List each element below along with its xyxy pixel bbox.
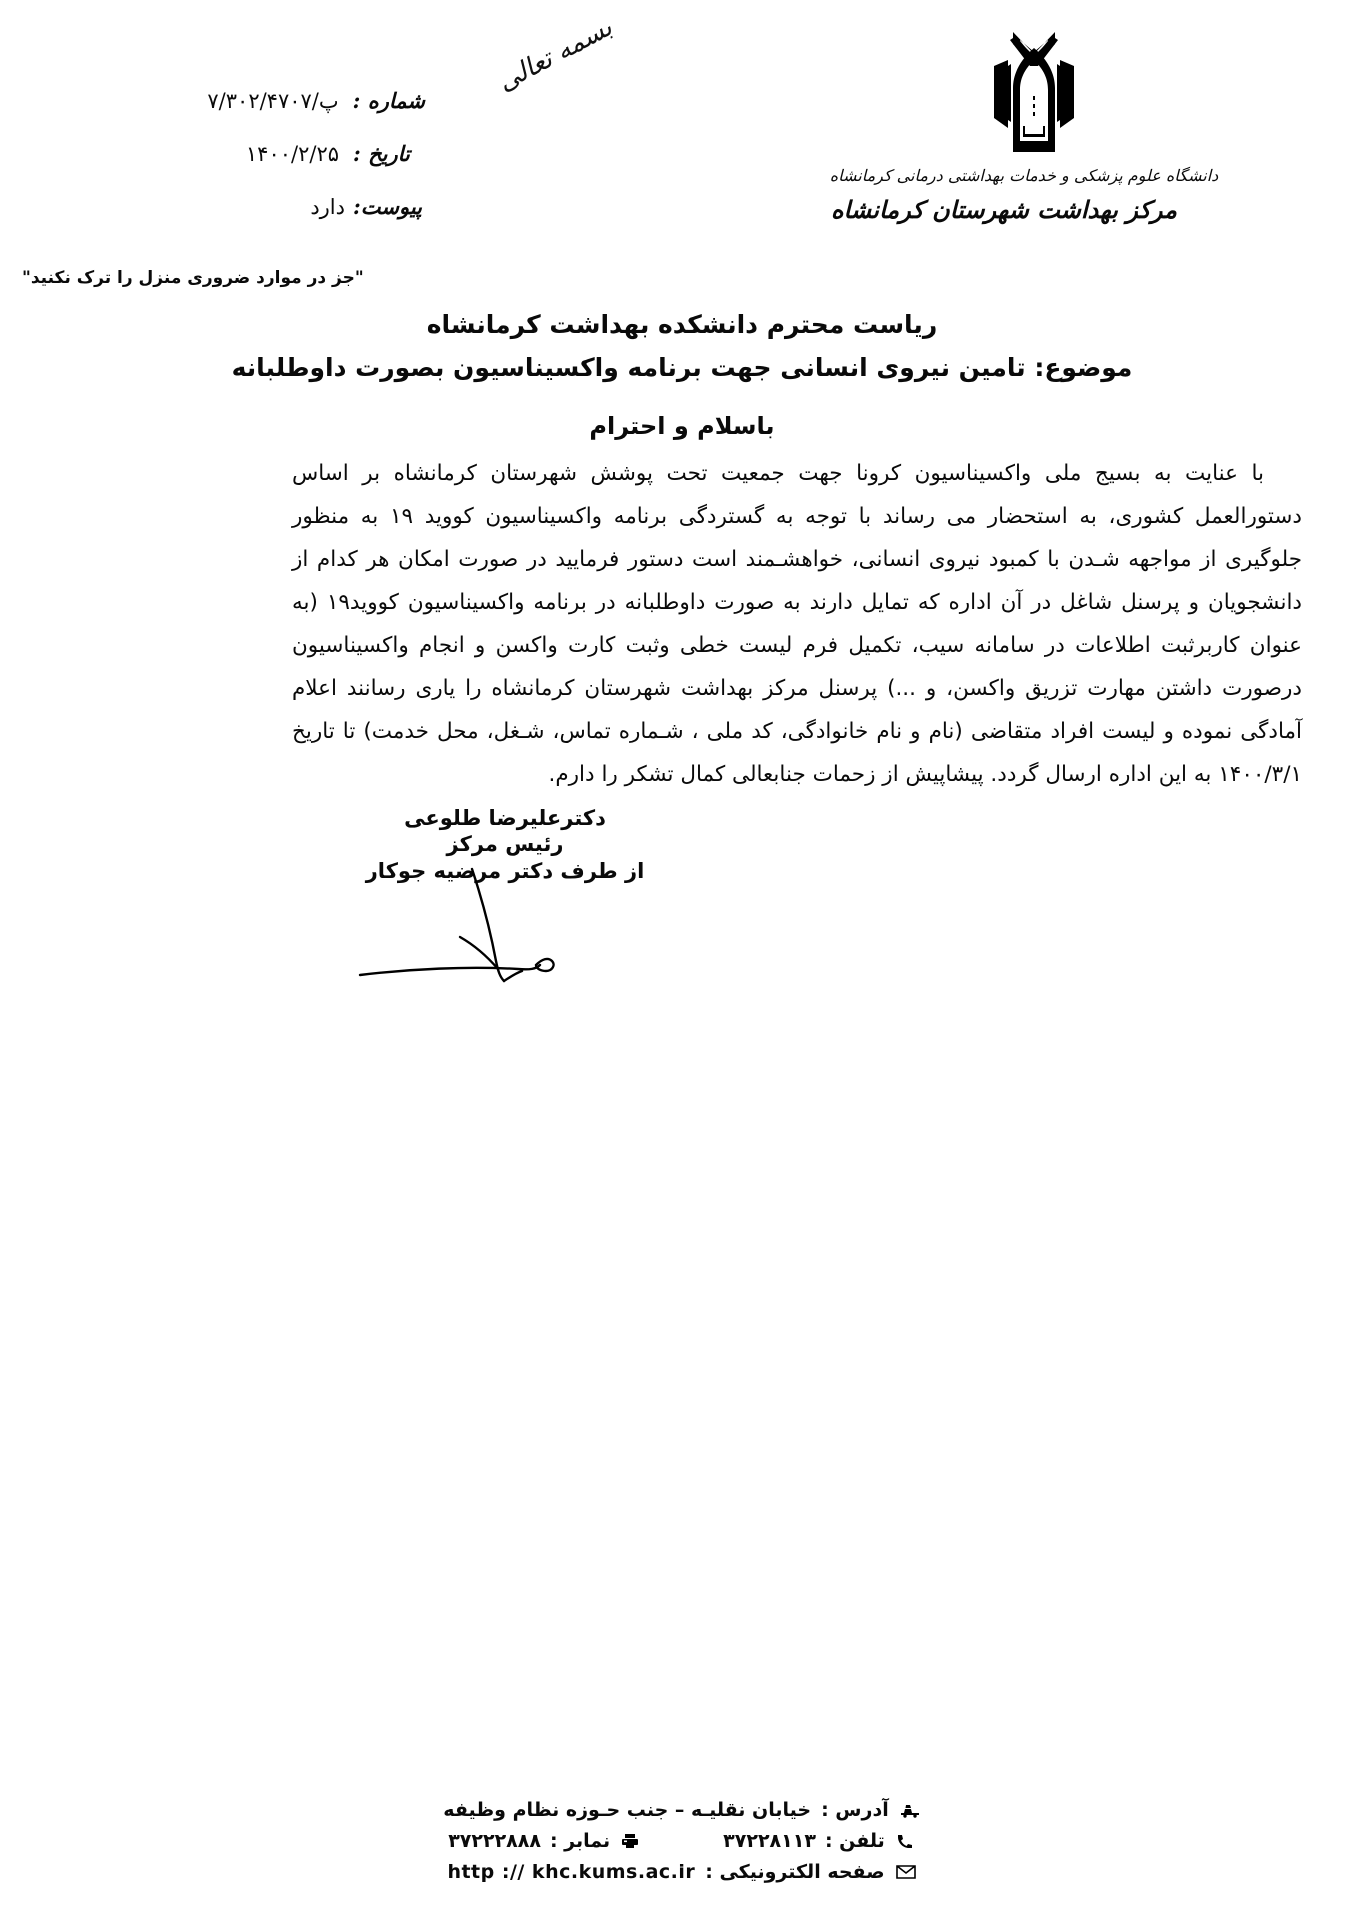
document-number-label: شماره : (352, 88, 425, 113)
body-paragraph: با عنایت به بسیج ملی واکسیناسیون کرونا جهت جمعیت تحت پوشش شهرستان کرمانشاه بر اساس دستورالعمل کشوری، به استحضار می رساند با توجه به گستردگی برنامه واکسیناسیون کووید ۱۹ به منظور جلوگیری از مواجهه شـدن با کمبود نیروی انسانی، خواهشـمند است دستور فرمایید در صورت امکان هر کدام از دانشجویان و پرسنل شاغل در آن اداره که تمایل دارند به صورت داوطلبانه در برنامه واکسیناسیون کووید۱۹ (به عنوان کاربرثبت اطلاعات در سامانه سیب، تکمیل فرم لیست خطی وثبت کارت واکسن و انجام واکسیناسیون درصورت داشتن مهارت تزریق واکسن، و ...) پرسنل مرکز بهداشت شهرستان کرمانشاه را یاری رسانند اعلام آمادگی نموده و لیست افراد متقاضی (نام و نام خانوادگی، کد ملی ، شـماره تماس، شـغل، محل خدمت) تا تاریخ ۱۴۰۰/۳/۱ به این اداره ارسال گردد. پیشاپیش از زحمات جنابعالی کمال تشکر را دارم. (292, 461, 1303, 787)
document-date-label: تاریخ : (353, 141, 410, 166)
footer-fax-value: ۳۷۲۲۲۸۸۸ (448, 1830, 541, 1852)
footer-email-value[interactable]: http :// khc.kums.ac.ir (447, 1861, 696, 1883)
telephone-icon (894, 1832, 916, 1850)
document-attachment-value: دارد (310, 195, 345, 219)
organization-brand (824, 30, 1244, 224)
signatory-role: رئیس مرکز (446, 832, 564, 856)
bismillah-inscription: بسمه تعالی (492, 12, 618, 98)
footer-email-row (0, 1861, 1364, 1883)
health-center-name: مرکز بهداشت شهرستان کرمانشاه (830, 195, 1178, 224)
letter-body (292, 452, 1302, 796)
footer-contact-info (0, 1799, 1364, 1892)
public-health-slogan: "جز در موارد ضروری منزل را ترک نکنید" (22, 268, 364, 288)
signature-text (340, 805, 670, 885)
subject-line: موضوع: تامین نیروی انسانی جهت برنامه واکسیناسیون بصورت داوطلبانه (231, 353, 1133, 382)
footer-address-label: آدرس : (821, 1799, 889, 1821)
footer-phone-value: ۳۷۲۲۸۱۱۳ (723, 1830, 816, 1852)
salutation-line: باسلام و احترام (589, 412, 775, 440)
address-pin-icon (899, 1801, 921, 1819)
fax-icon (619, 1832, 641, 1850)
signatory-on-behalf: از طرف دکتر مرضیه جوکار (365, 859, 645, 883)
logo-container (824, 30, 1244, 158)
document-number-row (95, 88, 425, 113)
document-attachment-label: پیوست: (353, 194, 422, 219)
document-attachment-row (95, 194, 425, 219)
document-date-row (95, 141, 425, 166)
ministry-of-health-iran-logo-icon (980, 30, 1088, 158)
footer-address-row (0, 1799, 1364, 1821)
footer-address-value: خیابان نقلیـه – جنب حـوزه نظام وظیفه (443, 1799, 812, 1821)
footer-phone-segment (723, 1830, 916, 1852)
footer-email-label: صفحه الکترونیکی : (705, 1861, 885, 1883)
letter-headings (0, 310, 1364, 382)
letterhead (0, 0, 1364, 300)
signatory-name: دکترعلیرضا طلوعی (404, 806, 606, 830)
addressee-line: ریاست محترم دانشکده بهداشت کرمانشاه (426, 310, 938, 339)
footer-phone-fax-row (0, 1830, 1364, 1852)
footer-fax-segment (448, 1830, 641, 1852)
footer-fax-label: نمابر : (549, 1830, 611, 1852)
footer-phone-label: تلفن : (824, 1830, 885, 1852)
document-date-value: ۱۴۰۰/۲/۲۵ (245, 142, 339, 166)
university-name: دانشگاه علوم پزشکی و خدمات بهداشتی درمانی کرمانشاه (829, 166, 1219, 185)
document-meta-block (95, 88, 425, 219)
document-number-value: پ/۷/۳۰۲/۴۷۰۷ (207, 89, 339, 113)
envelope-icon (895, 1863, 917, 1881)
